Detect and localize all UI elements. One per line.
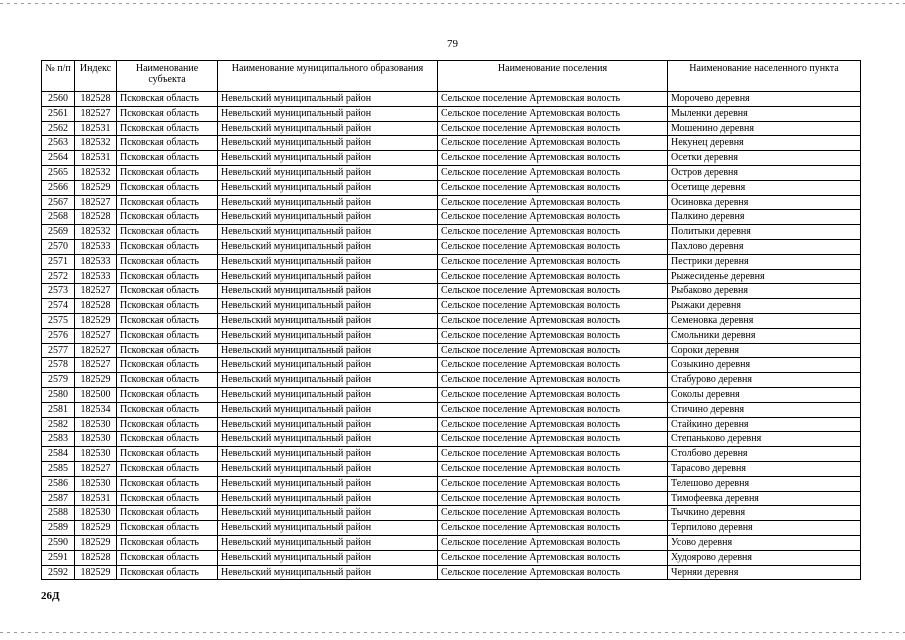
cell-subject: Псковская область — [117, 165, 218, 180]
cell-settlement: Сельское поселение Артемовская волость — [438, 106, 668, 121]
cell-municipality: Невельский муниципальный район — [218, 328, 438, 343]
cell-index: 182529 — [75, 535, 117, 550]
cell-number: 2560 — [42, 92, 75, 107]
cell-settlement: Сельское поселение Артемовская волость — [438, 269, 668, 284]
cell-municipality: Невельский муниципальный район — [218, 343, 438, 358]
cell-index: 182528 — [75, 550, 117, 565]
cell-locality: Рыбаково деревня — [668, 284, 861, 299]
cell-municipality: Невельский муниципальный район — [218, 506, 438, 521]
cell-index: 182531 — [75, 491, 117, 506]
cell-index: 182528 — [75, 299, 117, 314]
cell-settlement: Сельское поселение Артемовская волость — [438, 151, 668, 166]
cell-index: 182527 — [75, 328, 117, 343]
cell-locality: Пахлово деревня — [668, 239, 861, 254]
cell-municipality: Невельский муниципальный район — [218, 254, 438, 269]
cell-index: 182527 — [75, 461, 117, 476]
cell-municipality: Невельский муниципальный район — [218, 239, 438, 254]
table-row — [42, 432, 861, 447]
cell-number: 2580 — [42, 387, 75, 402]
cell-municipality: Невельский муниципальный район — [218, 210, 438, 225]
cell-subject: Псковская область — [117, 136, 218, 151]
cell-settlement: Сельское поселение Артемовская волость — [438, 373, 668, 388]
cell-municipality: Невельский муниципальный район — [218, 269, 438, 284]
col-header-municipality: Наименование муниципального образования — [218, 61, 438, 92]
footer-code: 26Д — [41, 590, 60, 602]
table-row — [42, 254, 861, 269]
cell-subject: Псковская область — [117, 358, 218, 373]
cell-settlement: Сельское поселение Артемовская волость — [438, 328, 668, 343]
cell-number: 2569 — [42, 225, 75, 240]
cell-settlement: Сельское поселение Артемовская волость — [438, 121, 668, 136]
table-row — [42, 225, 861, 240]
cell-number: 2561 — [42, 106, 75, 121]
cell-number: 2567 — [42, 195, 75, 210]
cell-municipality: Невельский муниципальный район — [218, 121, 438, 136]
cell-number: 2565 — [42, 165, 75, 180]
cell-locality: Палкино деревня — [668, 210, 861, 225]
cell-index: 182529 — [75, 180, 117, 195]
cell-number: 2573 — [42, 284, 75, 299]
cell-settlement: Сельское поселение Артемовская волость — [438, 402, 668, 417]
cell-subject: Псковская область — [117, 299, 218, 314]
cell-number: 2587 — [42, 491, 75, 506]
cell-locality: Степаньково деревня — [668, 432, 861, 447]
cell-number: 2579 — [42, 373, 75, 388]
cell-index: 182527 — [75, 343, 117, 358]
cell-settlement: Сельское поселение Артемовская волость — [438, 358, 668, 373]
cell-number: 2588 — [42, 506, 75, 521]
cell-index: 182527 — [75, 358, 117, 373]
cell-municipality: Невельский муниципальный район — [218, 476, 438, 491]
cell-settlement: Сельское поселение Артемовская волость — [438, 254, 668, 269]
cell-locality: Стабурово деревня — [668, 373, 861, 388]
cell-locality: Осетище деревня — [668, 180, 861, 195]
cell-subject: Псковская область — [117, 565, 218, 580]
col-header-subject: Наименование субъекта — [117, 61, 218, 92]
cell-settlement: Сельское поселение Артемовская волость — [438, 506, 668, 521]
cell-subject: Псковская область — [117, 491, 218, 506]
cell-settlement: Сельское поселение Артемовская волость — [438, 491, 668, 506]
table-row — [42, 299, 861, 314]
cell-number: 2564 — [42, 151, 75, 166]
cell-municipality: Невельский муниципальный район — [218, 136, 438, 151]
table-row — [42, 476, 861, 491]
cell-locality: Политыки деревня — [668, 225, 861, 240]
cell-index: 182529 — [75, 313, 117, 328]
cell-index: 182532 — [75, 165, 117, 180]
cell-municipality: Невельский муниципальный район — [218, 299, 438, 314]
cell-municipality: Невельский муниципальный район — [218, 373, 438, 388]
cell-subject: Псковская область — [117, 373, 218, 388]
cell-number: 2571 — [42, 254, 75, 269]
cell-number: 2585 — [42, 461, 75, 476]
cell-subject: Псковская область — [117, 521, 218, 536]
cell-municipality: Невельский муниципальный район — [218, 284, 438, 299]
cell-index: 182533 — [75, 239, 117, 254]
cell-settlement: Сельское поселение Артемовская волость — [438, 476, 668, 491]
cell-subject: Псковская область — [117, 106, 218, 121]
cell-locality: Осиновка деревня — [668, 195, 861, 210]
table-row — [42, 136, 861, 151]
cell-locality: Стичино деревня — [668, 402, 861, 417]
cell-number: 2591 — [42, 550, 75, 565]
cell-municipality: Невельский муниципальный район — [218, 151, 438, 166]
cell-number: 2562 — [42, 121, 75, 136]
cell-subject: Псковская область — [117, 195, 218, 210]
table-row — [42, 284, 861, 299]
cell-municipality: Невельский муниципальный район — [218, 565, 438, 580]
cell-municipality: Невельский муниципальный район — [218, 550, 438, 565]
cell-number: 2570 — [42, 239, 75, 254]
cell-subject: Псковская область — [117, 461, 218, 476]
cell-index: 182533 — [75, 254, 117, 269]
cell-locality: Соколы деревня — [668, 387, 861, 402]
cell-locality: Сороки деревня — [668, 343, 861, 358]
table-row — [42, 550, 861, 565]
cell-index: 182531 — [75, 121, 117, 136]
cell-number: 2572 — [42, 269, 75, 284]
cell-municipality: Невельский муниципальный район — [218, 92, 438, 107]
cell-subject: Псковская область — [117, 535, 218, 550]
table-row — [42, 461, 861, 476]
cell-locality: Рыжесиденье деревня — [668, 269, 861, 284]
cell-settlement: Сельское поселение Артемовская волость — [438, 225, 668, 240]
cell-locality: Некунец деревня — [668, 136, 861, 151]
cell-subject: Псковская область — [117, 417, 218, 432]
cell-index: 182529 — [75, 521, 117, 536]
table-row — [42, 180, 861, 195]
cell-index: 182530 — [75, 447, 117, 462]
table-row — [42, 210, 861, 225]
table-body — [42, 92, 861, 580]
cell-settlement: Сельское поселение Артемовская волость — [438, 299, 668, 314]
cell-number: 2584 — [42, 447, 75, 462]
cell-number: 2568 — [42, 210, 75, 225]
cell-number: 2575 — [42, 313, 75, 328]
cell-settlement: Сельское поселение Артемовская волость — [438, 535, 668, 550]
cell-settlement: Сельское поселение Артемовская волость — [438, 565, 668, 580]
cell-subject: Псковская область — [117, 476, 218, 491]
table-row — [42, 106, 861, 121]
cell-settlement: Сельское поселение Артемовская волость — [438, 92, 668, 107]
cell-locality: Усово деревня — [668, 535, 861, 550]
cell-municipality: Невельский муниципальный район — [218, 417, 438, 432]
table-row — [42, 121, 861, 136]
table-row — [42, 313, 861, 328]
cell-index: 182531 — [75, 151, 117, 166]
col-header-index: Индекс — [75, 61, 117, 92]
col-header-settlement: Наименование поселения — [438, 61, 668, 92]
cell-index: 182527 — [75, 106, 117, 121]
table-row — [42, 328, 861, 343]
cell-subject: Псковская область — [117, 447, 218, 462]
cell-locality: Смольники деревня — [668, 328, 861, 343]
cell-index: 182500 — [75, 387, 117, 402]
cell-locality: Созыкино деревня — [668, 358, 861, 373]
table-row — [42, 447, 861, 462]
cell-locality: Телешово деревня — [668, 476, 861, 491]
cell-settlement: Сельское поселение Артемовская волость — [438, 313, 668, 328]
cell-municipality: Невельский муниципальный район — [218, 225, 438, 240]
cell-subject: Псковская область — [117, 387, 218, 402]
cell-number: 2586 — [42, 476, 75, 491]
table-row — [42, 373, 861, 388]
cell-number: 2581 — [42, 402, 75, 417]
cell-settlement: Сельское поселение Артемовская волость — [438, 550, 668, 565]
cell-index: 182533 — [75, 269, 117, 284]
cell-subject: Псковская область — [117, 180, 218, 195]
cell-subject: Псковская область — [117, 550, 218, 565]
cell-settlement: Сельское поселение Артемовская волость — [438, 447, 668, 462]
cell-locality: Морочево деревня — [668, 92, 861, 107]
cell-settlement: Сельское поселение Артемовская волость — [438, 284, 668, 299]
table-row — [42, 343, 861, 358]
cell-number: 2590 — [42, 535, 75, 550]
cell-number: 2576 — [42, 328, 75, 343]
cell-number: 2582 — [42, 417, 75, 432]
cell-number: 2566 — [42, 180, 75, 195]
cell-locality: Тимофеевка деревня — [668, 491, 861, 506]
cell-subject: Псковская область — [117, 328, 218, 343]
cell-locality: Рыжаки деревня — [668, 299, 861, 314]
cell-settlement: Сельское поселение Артемовская волость — [438, 417, 668, 432]
page-number: 79 — [447, 38, 458, 50]
cell-locality: Столбово деревня — [668, 447, 861, 462]
cell-subject: Псковская область — [117, 432, 218, 447]
cell-subject: Псковская область — [117, 151, 218, 166]
table-header-row — [42, 61, 861, 92]
table-row — [42, 151, 861, 166]
cell-settlement: Сельское поселение Артемовская волость — [438, 165, 668, 180]
cell-subject: Псковская область — [117, 92, 218, 107]
cell-locality: Тарасово деревня — [668, 461, 861, 476]
table-row — [42, 358, 861, 373]
table-row — [42, 521, 861, 536]
cell-settlement: Сельское поселение Артемовская волость — [438, 461, 668, 476]
cell-index: 182527 — [75, 195, 117, 210]
cell-locality: Терпилово деревня — [668, 521, 861, 536]
cell-number: 2583 — [42, 432, 75, 447]
table-row — [42, 92, 861, 107]
cell-index: 182527 — [75, 284, 117, 299]
scan-bottom-edge — [0, 632, 905, 633]
cell-subject: Псковская область — [117, 343, 218, 358]
cell-subject: Псковская область — [117, 121, 218, 136]
cell-settlement: Сельское поселение Артемовская волость — [438, 210, 668, 225]
table-row — [42, 491, 861, 506]
col-header-number: № п/п — [42, 61, 75, 92]
cell-locality: Худоярово деревня — [668, 550, 861, 565]
cell-index: 182534 — [75, 402, 117, 417]
cell-municipality: Невельский муниципальный район — [218, 402, 438, 417]
cell-subject: Псковская область — [117, 254, 218, 269]
cell-municipality: Невельский муниципальный район — [218, 313, 438, 328]
settlements-table — [41, 60, 861, 580]
cell-municipality: Невельский муниципальный район — [218, 180, 438, 195]
cell-locality: Стайкино деревня — [668, 417, 861, 432]
cell-settlement: Сельское поселение Артемовская волость — [438, 195, 668, 210]
cell-number: 2577 — [42, 343, 75, 358]
cell-settlement: Сельское поселение Артемовская волость — [438, 387, 668, 402]
cell-locality: Осетки деревня — [668, 151, 861, 166]
cell-municipality: Невельский муниципальный район — [218, 521, 438, 536]
scan-top-edge — [0, 3, 905, 4]
cell-index: 182530 — [75, 506, 117, 521]
cell-municipality: Невельский муниципальный район — [218, 535, 438, 550]
cell-index: 182532 — [75, 136, 117, 151]
table-row — [42, 417, 861, 432]
cell-municipality: Невельский муниципальный район — [218, 432, 438, 447]
cell-subject: Псковская область — [117, 284, 218, 299]
cell-locality: Остров деревня — [668, 165, 861, 180]
cell-number: 2592 — [42, 565, 75, 580]
cell-index: 182530 — [75, 417, 117, 432]
cell-number: 2589 — [42, 521, 75, 536]
cell-locality: Мошенино деревня — [668, 121, 861, 136]
cell-locality: Пестрики деревня — [668, 254, 861, 269]
cell-subject: Псковская область — [117, 313, 218, 328]
cell-subject: Псковская область — [117, 225, 218, 240]
cell-municipality: Невельский муниципальный район — [218, 387, 438, 402]
cell-index: 182529 — [75, 565, 117, 580]
cell-subject: Псковская область — [117, 269, 218, 284]
cell-municipality: Невельский муниципальный район — [218, 461, 438, 476]
cell-municipality: Невельский муниципальный район — [218, 358, 438, 373]
cell-subject: Псковская область — [117, 239, 218, 254]
cell-locality: Тычкино деревня — [668, 506, 861, 521]
cell-index: 182528 — [75, 210, 117, 225]
cell-index: 182529 — [75, 373, 117, 388]
cell-number: 2563 — [42, 136, 75, 151]
cell-settlement: Сельское поселение Артемовская волость — [438, 136, 668, 151]
cell-number: 2574 — [42, 299, 75, 314]
cell-locality: Семеновка деревня — [668, 313, 861, 328]
cell-index: 182530 — [75, 476, 117, 491]
cell-subject: Псковская область — [117, 210, 218, 225]
cell-number: 2578 — [42, 358, 75, 373]
cell-settlement: Сельское поселение Артемовская волость — [438, 180, 668, 195]
col-header-locality: Наименование населенного пункта — [668, 61, 861, 92]
cell-municipality: Невельский муниципальный район — [218, 106, 438, 121]
table-row — [42, 195, 861, 210]
table-row — [42, 402, 861, 417]
cell-settlement: Сельское поселение Артемовская волость — [438, 343, 668, 358]
cell-subject: Псковская область — [117, 506, 218, 521]
cell-municipality: Невельский муниципальный район — [218, 165, 438, 180]
table-row — [42, 535, 861, 550]
table-row — [42, 239, 861, 254]
cell-municipality: Невельский муниципальный район — [218, 195, 438, 210]
cell-index: 182530 — [75, 432, 117, 447]
cell-settlement: Сельское поселение Артемовская волость — [438, 521, 668, 536]
cell-settlement: Сельское поселение Артемовская волость — [438, 239, 668, 254]
table-row — [42, 165, 861, 180]
table-row — [42, 565, 861, 580]
cell-municipality: Невельский муниципальный район — [218, 447, 438, 462]
cell-index: 182532 — [75, 225, 117, 240]
cell-settlement: Сельское поселение Артемовская волость — [438, 432, 668, 447]
cell-subject: Псковская область — [117, 402, 218, 417]
cell-municipality: Невельский муниципальный район — [218, 491, 438, 506]
cell-locality: Черняи деревня — [668, 565, 861, 580]
table-row — [42, 506, 861, 521]
cell-index: 182528 — [75, 92, 117, 107]
table-row — [42, 387, 861, 402]
cell-locality: Мыленки деревня — [668, 106, 861, 121]
table-row — [42, 269, 861, 284]
